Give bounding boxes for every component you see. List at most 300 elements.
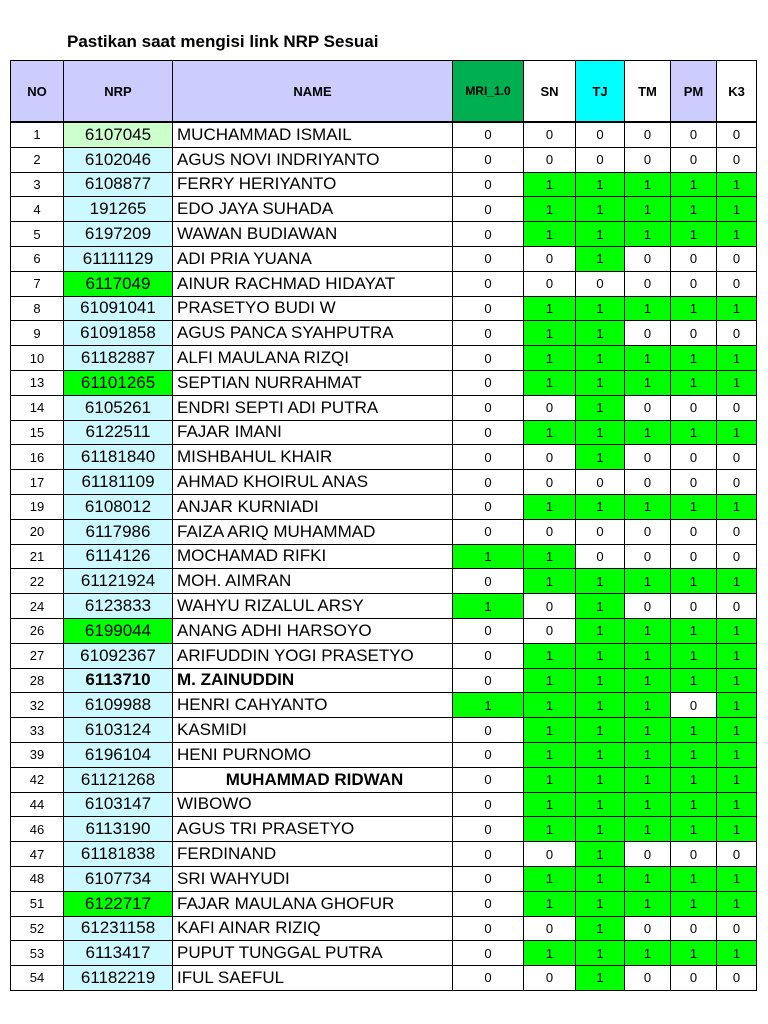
cell-nrp: 6122511	[64, 420, 173, 445]
cell-sn: 0	[524, 271, 576, 296]
cell-tm: 1	[625, 618, 671, 643]
cell-tm: 1	[625, 296, 671, 321]
cell-name: AHMAD KHOIRUL ANAS	[173, 470, 453, 495]
cell-mri: 0	[453, 916, 524, 941]
cell-tm: 1	[625, 742, 671, 767]
cell-tm: 0	[625, 246, 671, 271]
cell-k3: 1	[717, 941, 757, 966]
cell-tj: 1	[576, 866, 625, 891]
cell-sn: 1	[524, 941, 576, 966]
table-row	[11, 445, 757, 470]
cell-nrp: 6103147	[64, 792, 173, 817]
table-row	[11, 321, 757, 346]
cell-no: 14	[11, 395, 64, 420]
cell-pm: 1	[671, 643, 717, 668]
cell-nrp: 6117986	[64, 519, 173, 544]
cell-tj: 1	[576, 594, 625, 619]
cell-mri: 0	[453, 321, 524, 346]
cell-no: 44	[11, 792, 64, 817]
cell-tm: 1	[625, 643, 671, 668]
cell-sn: 1	[524, 420, 576, 445]
cell-tm: 0	[625, 842, 671, 867]
cell-sn: 0	[524, 246, 576, 271]
cell-tm: 1	[625, 693, 671, 718]
header-tj: TJ	[576, 61, 625, 123]
cell-mri: 0	[453, 817, 524, 842]
cell-nrp: 61092367	[64, 643, 173, 668]
cell-tj: 1	[576, 222, 625, 247]
cell-tm: 1	[625, 172, 671, 197]
header-tm: TM	[625, 61, 671, 123]
cell-pm: 1	[671, 420, 717, 445]
cell-pm: 1	[671, 197, 717, 222]
table-row	[11, 594, 757, 619]
cell-name: ALFI MAULANA RIZQI	[173, 346, 453, 371]
cell-nrp: 6123833	[64, 594, 173, 619]
table-row	[11, 817, 757, 842]
cell-nrp: 61091041	[64, 296, 173, 321]
cell-no: 5	[11, 222, 64, 247]
cell-sn: 1	[524, 197, 576, 222]
cell-k3: 1	[717, 693, 757, 718]
cell-nrp: 61091858	[64, 321, 173, 346]
cell-sn: 1	[524, 866, 576, 891]
cell-tj: 1	[576, 346, 625, 371]
cell-tm: 1	[625, 817, 671, 842]
cell-mri: 0	[453, 891, 524, 916]
cell-tj: 1	[576, 842, 625, 867]
cell-sn: 1	[524, 296, 576, 321]
cell-tj: 1	[576, 817, 625, 842]
table-row	[11, 742, 757, 767]
cell-pm: 1	[671, 718, 717, 743]
cell-no: 1	[11, 122, 64, 147]
cell-k3: 0	[717, 594, 757, 619]
cell-mri: 0	[453, 569, 524, 594]
cell-mri: 0	[453, 420, 524, 445]
cell-tm: 0	[625, 544, 671, 569]
cell-pm: 0	[671, 916, 717, 941]
cell-name: PRASETYO BUDI W	[173, 296, 453, 321]
cell-name: SEPTIAN NURRAHMAT	[173, 370, 453, 395]
cell-sn: 0	[524, 445, 576, 470]
cell-mri: 0	[453, 172, 524, 197]
cell-name: MUCHAMMAD ISMAIL	[173, 122, 453, 147]
cell-k3: 1	[717, 891, 757, 916]
cell-nrp: 6107734	[64, 866, 173, 891]
cell-name: ADI PRIA YUANA	[173, 246, 453, 271]
cell-k3: 1	[717, 817, 757, 842]
cell-tj: 1	[576, 618, 625, 643]
cell-nrp: 61121924	[64, 569, 173, 594]
table-row	[11, 966, 757, 991]
cell-tm: 1	[625, 718, 671, 743]
cell-k3: 1	[717, 569, 757, 594]
cell-pm: 1	[671, 172, 717, 197]
cell-k3: 0	[717, 445, 757, 470]
cell-tm: 0	[625, 122, 671, 147]
cell-no: 3	[11, 172, 64, 197]
cell-pm: 0	[671, 271, 717, 296]
cell-nrp: 61111129	[64, 246, 173, 271]
cell-nrp: 6197209	[64, 222, 173, 247]
cell-nrp: 6199044	[64, 618, 173, 643]
cell-tm: 0	[625, 916, 671, 941]
cell-name: FAIZA ARIQ MUHAMMAD	[173, 519, 453, 544]
cell-name: IFUL SAEFUL	[173, 966, 453, 991]
cell-mri: 0	[453, 718, 524, 743]
cell-k3: 0	[717, 246, 757, 271]
cell-mri: 0	[453, 941, 524, 966]
table-row	[11, 718, 757, 743]
cell-pm: 0	[671, 445, 717, 470]
cell-name: M. ZAINUDDIN	[173, 668, 453, 693]
table-row	[11, 693, 757, 718]
cell-pm: 1	[671, 569, 717, 594]
cell-no: 20	[11, 519, 64, 544]
cell-mri: 0	[453, 395, 524, 420]
cell-no: 52	[11, 916, 64, 941]
cell-sn: 1	[524, 643, 576, 668]
table-row	[11, 544, 757, 569]
cell-nrp: 6114126	[64, 544, 173, 569]
cell-name: EDO JAYA SUHADA	[173, 197, 453, 222]
cell-name: FERDINAND	[173, 842, 453, 867]
cell-pm: 0	[671, 594, 717, 619]
cell-no: 19	[11, 494, 64, 519]
table-body	[11, 122, 757, 990]
cell-nrp: 6102046	[64, 147, 173, 172]
cell-k3: 1	[717, 370, 757, 395]
cell-no: 22	[11, 569, 64, 594]
cell-pm: 1	[671, 346, 717, 371]
cell-tm: 0	[625, 321, 671, 346]
cell-tj: 1	[576, 569, 625, 594]
cell-name: WAHYU RIZALUL ARSY	[173, 594, 453, 619]
cell-k3: 0	[717, 122, 757, 147]
cell-no: 32	[11, 693, 64, 718]
table-row	[11, 792, 757, 817]
cell-tj: 1	[576, 891, 625, 916]
cell-tm: 0	[625, 519, 671, 544]
cell-name: ANANG ADHI HARSOYO	[173, 618, 453, 643]
cell-tj: 1	[576, 197, 625, 222]
cell-nrp: 6117049	[64, 271, 173, 296]
cell-name: PUPUT TUNGGAL PUTRA	[173, 941, 453, 966]
table-row	[11, 147, 757, 172]
cell-k3: 1	[717, 792, 757, 817]
cell-no: 24	[11, 594, 64, 619]
cell-k3: 1	[717, 643, 757, 668]
cell-sn: 0	[524, 395, 576, 420]
cell-no: 8	[11, 296, 64, 321]
cell-sn: 0	[524, 147, 576, 172]
cell-tj: 1	[576, 792, 625, 817]
cell-nrp: 191265	[64, 197, 173, 222]
cell-sn: 1	[524, 792, 576, 817]
cell-mri: 0	[453, 197, 524, 222]
cell-tm: 0	[625, 445, 671, 470]
cell-name: ENDRI SEPTI ADI PUTRA	[173, 395, 453, 420]
cell-tj: 0	[576, 519, 625, 544]
cell-sn: 0	[524, 916, 576, 941]
cell-tm: 1	[625, 370, 671, 395]
cell-pm: 1	[671, 618, 717, 643]
cell-sn: 0	[524, 618, 576, 643]
cell-tm: 0	[625, 395, 671, 420]
cell-k3: 0	[717, 271, 757, 296]
cell-mri: 0	[453, 494, 524, 519]
cell-name: FERRY HERIYANTO	[173, 172, 453, 197]
cell-mri: 0	[453, 742, 524, 767]
cell-nrp: 61181840	[64, 445, 173, 470]
cell-mri: 1	[453, 594, 524, 619]
cell-tm: 1	[625, 346, 671, 371]
cell-k3: 1	[717, 767, 757, 792]
cell-k3: 1	[717, 494, 757, 519]
cell-k3: 1	[717, 668, 757, 693]
cell-tm: 0	[625, 470, 671, 495]
cell-mri: 0	[453, 767, 524, 792]
cell-sn: 1	[524, 742, 576, 767]
cell-mri: 0	[453, 122, 524, 147]
cell-name: SRI WAHYUDI	[173, 866, 453, 891]
cell-tj: 1	[576, 420, 625, 445]
cell-k3: 0	[717, 842, 757, 867]
cell-k3: 1	[717, 618, 757, 643]
cell-k3: 1	[717, 296, 757, 321]
cell-mri: 0	[453, 445, 524, 470]
cell-sn: 1	[524, 222, 576, 247]
cell-mri: 0	[453, 222, 524, 247]
cell-name: AGUS TRI PRASETYO	[173, 817, 453, 842]
cell-nrp: 6113710	[64, 668, 173, 693]
cell-sn: 0	[524, 594, 576, 619]
cell-tj: 1	[576, 643, 625, 668]
cell-tj: 1	[576, 718, 625, 743]
table-row	[11, 569, 757, 594]
cell-tj: 1	[576, 767, 625, 792]
cell-sn: 0	[524, 842, 576, 867]
cell-pm: 0	[671, 842, 717, 867]
cell-no: 2	[11, 147, 64, 172]
table-row	[11, 346, 757, 371]
cell-tm: 1	[625, 420, 671, 445]
cell-mri: 0	[453, 668, 524, 693]
cell-tm: 0	[625, 966, 671, 991]
cell-no: 4	[11, 197, 64, 222]
cell-pm: 0	[671, 395, 717, 420]
cell-nrp: 61181838	[64, 842, 173, 867]
cell-nrp: 61182219	[64, 966, 173, 991]
cell-nrp: 6196104	[64, 742, 173, 767]
cell-name: MISHBAHUL KHAIR	[173, 445, 453, 470]
cell-tm: 1	[625, 941, 671, 966]
cell-tm: 1	[625, 866, 671, 891]
cell-nrp: 61121268	[64, 767, 173, 792]
cell-tj: 1	[576, 941, 625, 966]
cell-tm: 1	[625, 222, 671, 247]
table-row	[11, 842, 757, 867]
cell-tj: 0	[576, 470, 625, 495]
cell-tj: 1	[576, 395, 625, 420]
cell-no: 9	[11, 321, 64, 346]
table-row	[11, 891, 757, 916]
cell-no: 53	[11, 941, 64, 966]
cell-sn: 1	[524, 370, 576, 395]
table-row	[11, 296, 757, 321]
cell-mri: 0	[453, 792, 524, 817]
cell-tm: 0	[625, 594, 671, 619]
cell-nrp: 6113190	[64, 817, 173, 842]
cell-sn: 1	[524, 693, 576, 718]
cell-sn: 1	[524, 321, 576, 346]
cell-k3: 0	[717, 470, 757, 495]
cell-mri: 0	[453, 519, 524, 544]
cell-mri: 1	[453, 693, 524, 718]
cell-pm: 1	[671, 792, 717, 817]
cell-k3: 1	[717, 742, 757, 767]
cell-tj: 1	[576, 966, 625, 991]
header-mri: MRI_1.0	[453, 61, 524, 123]
cell-no: 42	[11, 767, 64, 792]
cell-nrp: 6113417	[64, 941, 173, 966]
cell-no: 47	[11, 842, 64, 867]
cell-tm: 0	[625, 147, 671, 172]
cell-k3: 0	[717, 321, 757, 346]
cell-name: ANJAR KURNIADI	[173, 494, 453, 519]
cell-sn: 1	[524, 718, 576, 743]
cell-nrp: 6108012	[64, 494, 173, 519]
cell-pm: 0	[671, 246, 717, 271]
cell-k3: 1	[717, 718, 757, 743]
cell-tm: 1	[625, 767, 671, 792]
cell-sn: 0	[524, 519, 576, 544]
cell-mri: 0	[453, 470, 524, 495]
cell-sn: 1	[524, 172, 576, 197]
cell-nrp: 6108877	[64, 172, 173, 197]
table-row	[11, 767, 757, 792]
cell-mri: 0	[453, 643, 524, 668]
cell-mri: 0	[453, 346, 524, 371]
table-row	[11, 420, 757, 445]
cell-tm: 0	[625, 271, 671, 296]
cell-pm: 1	[671, 296, 717, 321]
table-row	[11, 643, 757, 668]
cell-k3: 1	[717, 197, 757, 222]
cell-sn: 0	[524, 470, 576, 495]
cell-pm: 0	[671, 470, 717, 495]
cell-nrp: 6122717	[64, 891, 173, 916]
cell-tj: 1	[576, 296, 625, 321]
cell-pm: 0	[671, 693, 717, 718]
cell-tj: 1	[576, 668, 625, 693]
cell-no: 15	[11, 420, 64, 445]
header-pm: PM	[671, 61, 717, 123]
cell-mri: 0	[453, 866, 524, 891]
cell-tj: 0	[576, 147, 625, 172]
cell-pm: 0	[671, 966, 717, 991]
cell-no: 6	[11, 246, 64, 271]
cell-tm: 1	[625, 668, 671, 693]
cell-mri: 0	[453, 296, 524, 321]
cell-no: 33	[11, 718, 64, 743]
cell-name: AGUS NOVI INDRIYANTO	[173, 147, 453, 172]
cell-nrp: 6105261	[64, 395, 173, 420]
cell-nrp: 6103124	[64, 718, 173, 743]
cell-k3: 0	[717, 395, 757, 420]
cell-k3: 0	[717, 966, 757, 991]
cell-tj: 1	[576, 246, 625, 271]
cell-k3: 0	[717, 544, 757, 569]
cell-tj: 1	[576, 321, 625, 346]
cell-pm: 1	[671, 370, 717, 395]
cell-no: 13	[11, 370, 64, 395]
cell-pm: 1	[671, 494, 717, 519]
cell-k3: 1	[717, 346, 757, 371]
cell-mri: 0	[453, 271, 524, 296]
cell-sn: 1	[524, 494, 576, 519]
cell-tj: 1	[576, 445, 625, 470]
cell-no: 46	[11, 817, 64, 842]
table-row	[11, 618, 757, 643]
cell-name: KAFI AINAR RIZIQ	[173, 916, 453, 941]
cell-pm: 1	[671, 742, 717, 767]
table-row	[11, 668, 757, 693]
cell-k3: 1	[717, 222, 757, 247]
cell-k3: 1	[717, 420, 757, 445]
cell-sn: 1	[524, 569, 576, 594]
cell-name: FAJAR IMANI	[173, 420, 453, 445]
cell-nrp: 61231158	[64, 916, 173, 941]
cell-tj: 0	[576, 544, 625, 569]
cell-name: KASMIDI	[173, 718, 453, 743]
table-row	[11, 519, 757, 544]
header-sn: SN	[524, 61, 576, 123]
cell-no: 48	[11, 866, 64, 891]
cell-nrp: 6107045	[64, 122, 173, 147]
table-row	[11, 246, 757, 271]
cell-tj: 1	[576, 916, 625, 941]
cell-nrp: 6109988	[64, 693, 173, 718]
table-row	[11, 916, 757, 941]
cell-mri: 0	[453, 618, 524, 643]
cell-no: 51	[11, 891, 64, 916]
table-row	[11, 866, 757, 891]
cell-sn: 1	[524, 668, 576, 693]
table-row	[11, 395, 757, 420]
cell-pm: 1	[671, 668, 717, 693]
cell-no: 16	[11, 445, 64, 470]
cell-tj: 0	[576, 122, 625, 147]
cell-mri: 0	[453, 246, 524, 271]
table-row	[11, 370, 757, 395]
cell-pm: 1	[671, 866, 717, 891]
cell-no: 54	[11, 966, 64, 991]
cell-mri: 0	[453, 966, 524, 991]
cell-name: ARIFUDDIN YOGI PRASETYO	[173, 643, 453, 668]
cell-tm: 1	[625, 494, 671, 519]
cell-name: FAJAR MAULANA GHOFUR	[173, 891, 453, 916]
cell-sn: 1	[524, 817, 576, 842]
table-row	[11, 494, 757, 519]
cell-pm: 0	[671, 321, 717, 346]
header-name: NAME	[173, 61, 453, 123]
cell-tm: 1	[625, 197, 671, 222]
header-nrp: NRP	[64, 61, 173, 123]
table-row	[11, 470, 757, 495]
cell-pm: 1	[671, 767, 717, 792]
